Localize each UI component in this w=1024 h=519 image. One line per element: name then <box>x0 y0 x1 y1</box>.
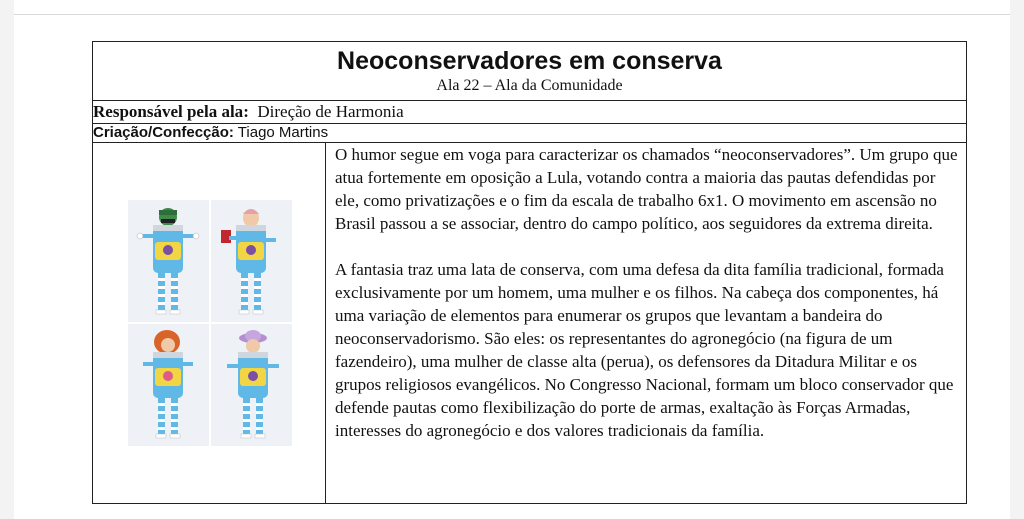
description-paragraph-1: O humor segue em voga para caracterizar os chamados “neoconservadores”. Um grupo que atua fortemente em oposição a Lula, votando contra a maioria das pautas defendidas por ele, como privatizações e o fim da escala de trabalho 6x1. O movimento em ascensão no Brasil passou a se associar, dentro do campo político, aos seguidores da extrema direita. <box>335 145 958 233</box>
page-subtitle: Ala 22 – Ala da Comunidade <box>436 77 623 94</box>
criacao-label: Criação/Confecção <box>93 124 229 141</box>
header-cell <box>93 42 967 101</box>
costume-military-photo <box>128 200 209 322</box>
costume-farmer-photo <box>211 324 292 446</box>
costume-bible-photo <box>211 200 292 322</box>
responsavel-row: Responsável pela ala: Direção de Harmonia <box>93 101 967 124</box>
responsavel-label: Responsável pela ala <box>93 102 244 121</box>
criacao-value: Tiago Martins <box>237 124 329 141</box>
description-paragraph-2: A fantasia traz uma lata de conserva, com uma defesa da dita família tradicional, formada exclusivamente por um homem, uma mulher e os filhos. Na cabeça dos componentes, há uma variação de elementos para enumerar os grupos que levantam a bandeira do neoconservadorismo. São eles: os representantes do agronegócio (na figura de um fazendeiro), uma mulher de classe alta (perua), os defensores da Ditadura Militar e os grupos religiosos evangélicos. No Congresso Nacional, formam um bloco conservador que defende pautas como flexibilização do porte de armas, exaltação às Forças Armadas, interesses do agronegócio e dos valores tradicionais da família. <box>335 260 954 440</box>
criacao-row: Criação/Confecção: Tiago Martins <box>93 124 967 143</box>
page-title: Neoconservadores em conserva <box>337 47 722 75</box>
costume-photo-grid <box>128 200 292 446</box>
costume-image-cell <box>93 143 326 504</box>
costume-sheet-table <box>92 41 967 504</box>
costume-perua-photo <box>128 324 209 446</box>
page-divider <box>14 14 1010 15</box>
responsavel-value: Direção de Harmonia <box>257 102 404 121</box>
document-page <box>14 0 1010 519</box>
description-cell <box>326 143 967 504</box>
